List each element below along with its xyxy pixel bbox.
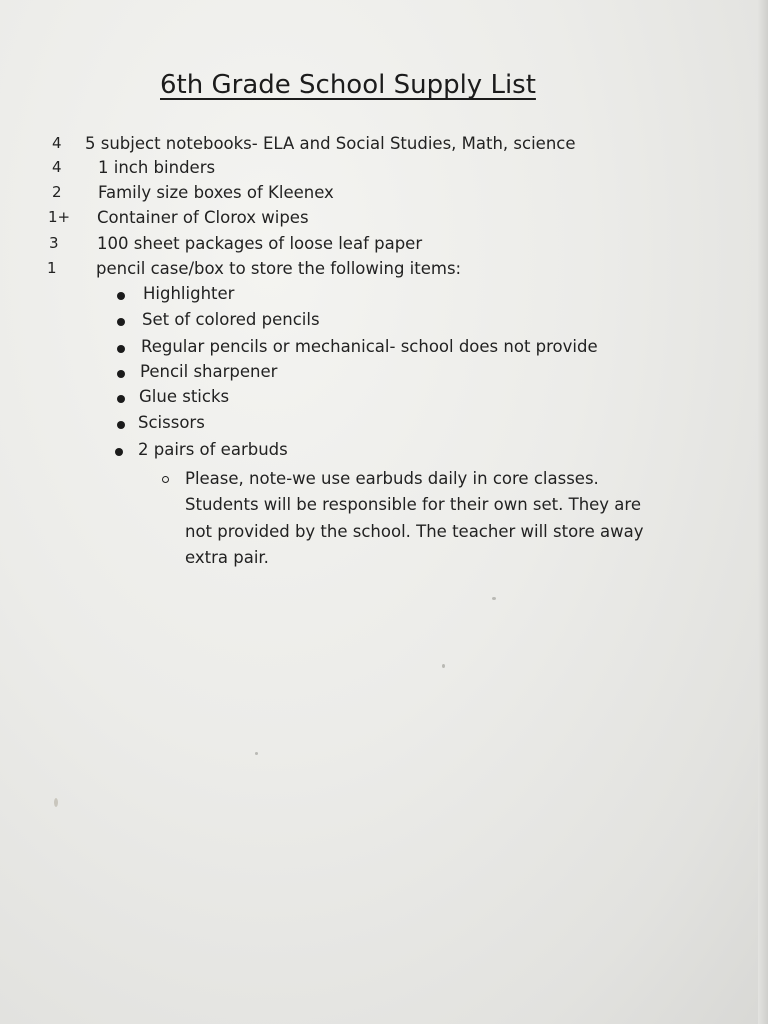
bullet-dot-icon xyxy=(117,395,125,403)
item-description: 100 sheet packages of loose leaf paper xyxy=(97,234,423,253)
item-quantity: 4 xyxy=(52,134,62,152)
item-description: 1 inch binders xyxy=(98,158,216,177)
sub-item-text: Pencil sharpener xyxy=(140,362,278,381)
bullet-dot-icon xyxy=(117,345,125,353)
note-line: extra pair. xyxy=(185,548,269,567)
bullet-dot-icon xyxy=(117,370,125,378)
item-description: 5 subject notebooks- ELA and Social Studies, Math, science xyxy=(85,134,576,153)
supply-item xyxy=(0,259,760,283)
paper-speck xyxy=(255,752,258,755)
sub-item-text: Set of colored pencils xyxy=(142,310,320,329)
sub-list-item xyxy=(0,440,760,464)
supply-item xyxy=(0,183,760,207)
supply-item xyxy=(0,208,760,232)
note-line: Please, note-we use earbuds daily in core classes. xyxy=(185,469,599,488)
bullet-dot-icon xyxy=(115,448,123,456)
sub-list-item xyxy=(0,387,760,411)
item-description: pencil case/box to store the following items: xyxy=(96,259,462,278)
item-quantity: 2 xyxy=(52,183,62,201)
item-quantity: 1 xyxy=(47,259,57,277)
item-quantity: 4 xyxy=(52,158,62,176)
sub-list-item xyxy=(0,362,760,386)
sub-list-item xyxy=(0,413,760,437)
supply-item xyxy=(0,134,760,158)
hollow-bullet-icon xyxy=(162,476,169,483)
sub-item-text: 2 pairs of earbuds xyxy=(138,440,288,459)
sub-item-text: Regular pencils or mechanical- school does not provide xyxy=(141,337,598,356)
item-description: Family size boxes of Kleenex xyxy=(98,183,334,202)
paper-speck xyxy=(54,798,58,807)
note-line: not provided by the school. The teacher will store away xyxy=(185,522,644,541)
paper-speck xyxy=(492,597,496,600)
sub-item-text: Highlighter xyxy=(143,284,235,303)
paper-speck xyxy=(442,664,445,668)
sub-list-item xyxy=(0,337,760,361)
sub-list-item xyxy=(0,310,760,334)
item-quantity: 1+ xyxy=(48,208,71,226)
bullet-dot-icon xyxy=(117,421,125,429)
document-title: 6th Grade School Supply List xyxy=(160,70,536,100)
supply-item xyxy=(0,158,760,182)
item-description: Container of Clorox wipes xyxy=(97,208,309,227)
sub-item-text: Scissors xyxy=(138,413,205,432)
sub-item-text: Glue sticks xyxy=(139,387,230,406)
sub-list-item xyxy=(0,284,760,308)
bullet-dot-icon xyxy=(117,292,125,300)
item-quantity: 3 xyxy=(49,234,59,252)
note-line: Students will be responsible for their own set. They are xyxy=(185,495,641,514)
bullet-dot-icon xyxy=(117,318,125,326)
supply-item xyxy=(0,234,760,258)
